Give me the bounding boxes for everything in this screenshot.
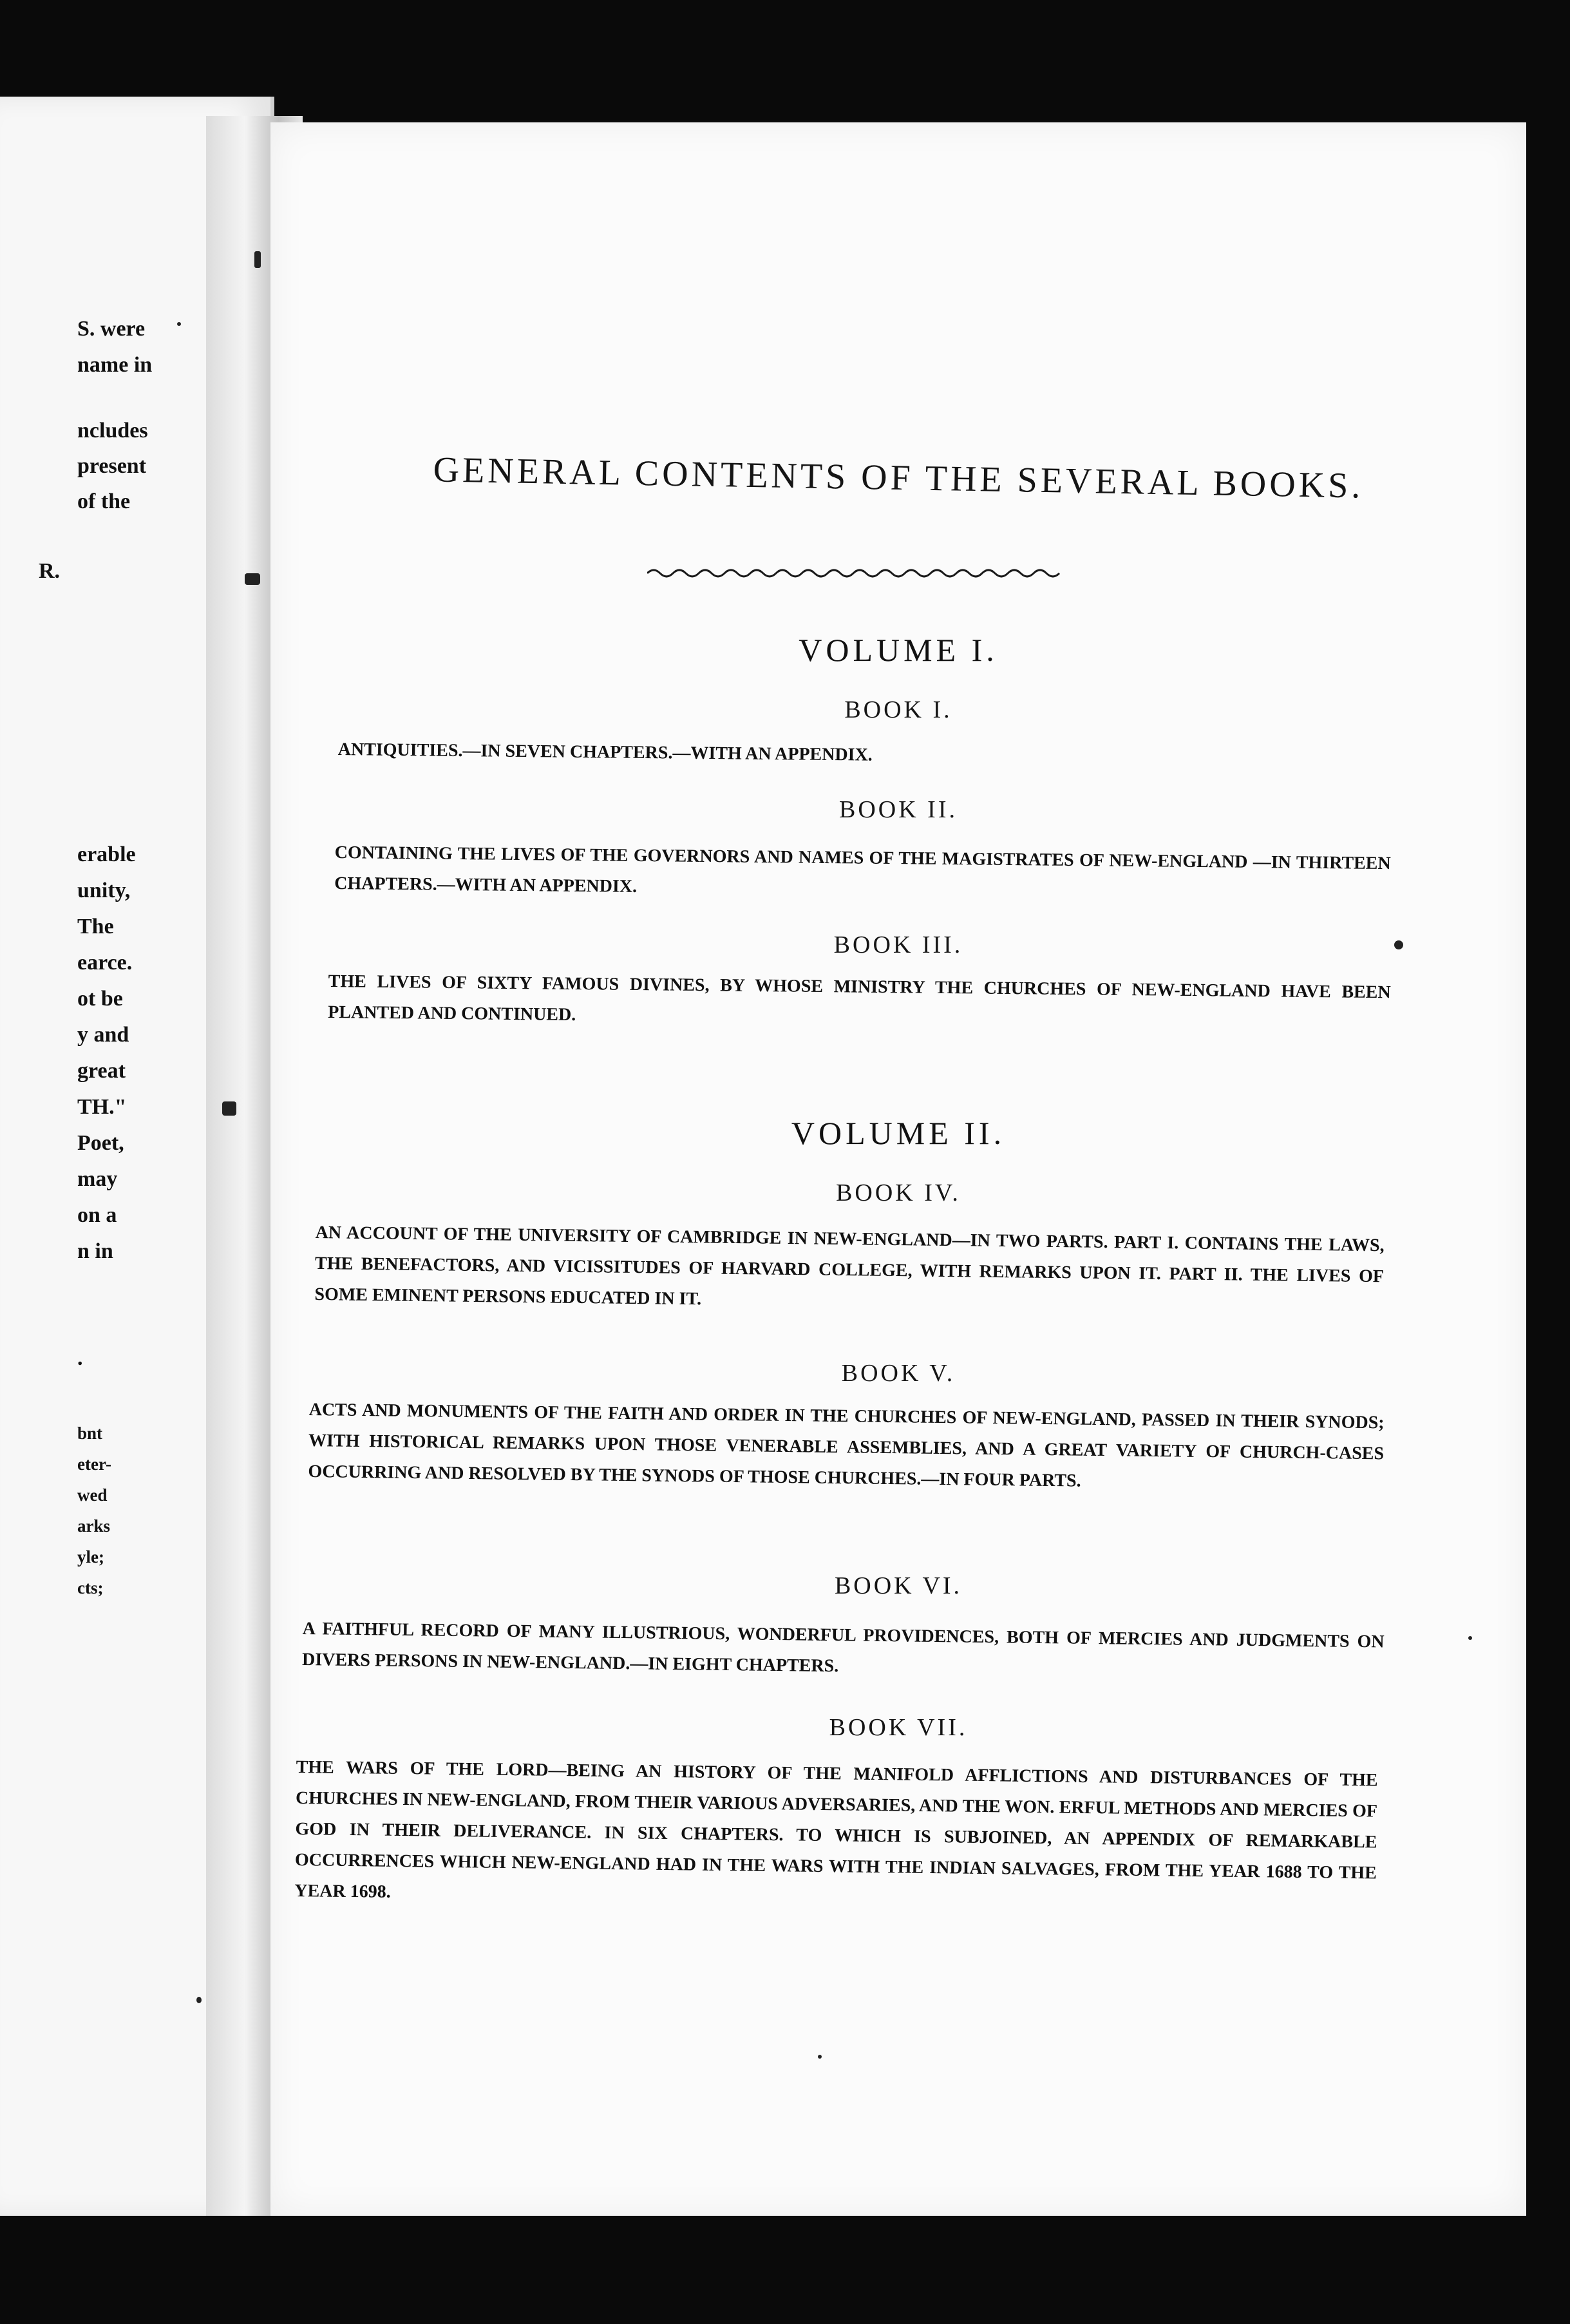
left-page-line: present [77,454,147,478]
ink-speck [196,1997,202,2003]
ink-speck [1468,1636,1472,1640]
left-page-line: ncludes [77,419,148,443]
ink-speck [1394,940,1403,949]
wavy-rule-ornament [647,560,1066,586]
contents-page [270,122,1526,2216]
book-heading: BOOK IV. [836,1179,961,1206]
left-page-line: erable [77,843,136,866]
book-heading: BOOK II. [839,796,958,823]
left-page-line: unity, [77,879,131,902]
left-page-line: TH." [77,1095,127,1119]
book-description: THE LIVES OF SIXTY FAMOUS DIVINES, BY WHOSE MINISTRY THE CHURCHES OF NEW-ENGLAND HAVE BEEN PLANTED AND CONTINUED. [328,971,1391,1025]
volume-heading: VOLUME II. [791,1115,1006,1151]
left-page-line: of the [77,490,131,513]
left-page-line: bnt [77,1424,103,1443]
left-page-line: ot be [77,987,123,1011]
left-page-line: yle; [77,1547,104,1567]
left-page-line: Poet, [77,1131,124,1155]
ink-speck [177,322,181,326]
book-heading: BOOK VII. [829,1714,968,1741]
left-page-line: n in [77,1239,113,1263]
book-description: A FAITHFUL RECORD OF MANY ILLUSTRIOUS, WONDERFUL PROVIDENCES, BOTH OF MERCIES AND JUDGMENTS ON DIVERS PERSONS IN NEW-ENGLAND.—IN EIGHT CHAPTERS. [301,1618,1385,1677]
book-description: ANTIQUITIES.—IN SEVEN CHAPTERS.—WITH AN APPENDIX. [337,739,873,765]
left-page-line: S. were [77,317,146,341]
left-page-line: The [77,915,114,938]
ink-speck [818,2055,822,2059]
book-heading: BOOK III. [833,931,963,958]
left-page-line: name in [77,353,153,377]
book-description: CONTAINING THE LIVES OF THE GOVERNORS AND NAMES OF THE MAGISTRATES OF NEW-ENGLAND —IN THIRTEEN CHAPTERS.—WITH AN APPENDIX. [334,842,1391,897]
left-page-line: may [77,1167,118,1191]
book-description: AN ACCOUNT OF THE UNIVERSITY OF CAMBRIDGE IN NEW-ENGLAND—IN TWO PARTS. PART I. CONTAINS THE LAWS, THE BENEFACTORS, AND VICISSITUDES OF HARVARD COLLEGE, WITH REMARKS UPON IT. PART II. THE LIVES OF SOME EMINENT PERSONS EDUCATED IN IT. [314,1222,1385,1310]
left-page-line: on a [77,1203,117,1227]
left-page-line: R. [39,559,61,583]
left-page-line: eter- [77,1454,111,1474]
left-page-line: . [77,1346,83,1370]
volume-heading: VOLUME I. [799,632,998,668]
binding-mark [254,251,261,268]
book-heading: BOOK V. [841,1360,956,1387]
book-heading: BOOK VI. [834,1572,963,1599]
book-heading: BOOK I. [844,696,952,723]
left-page-line: cts; [77,1578,104,1597]
binding-mark [245,573,260,585]
left-page-line: arks [77,1516,111,1536]
binding-mark [222,1101,236,1116]
left-page-line: wed [77,1485,108,1505]
left-page-line: great [77,1059,126,1083]
page-title: GENERAL CONTENTS OF THE SEVERAL BOOKS. [433,450,1364,506]
book-description: THE WARS OF THE LORD—BEING AN HISTORY OF THE MANIFOLD AFFLICTIONS AND DISTURBANCES OF THE CHURCHES IN NEW-ENGLAND, FROM THEIR VARIOUS ADVERSARIES, AND THE WON. ERFUL METHODS AND MERCIES OF GOD IN THEIR DELIVERANCE. IN SIX CHAPTERS. TO WHICH IS SUBJOINED, AN APPENDIX OF REMARKABLE OCCURRENCES WHICH NEW-ENGLAND HAD IN THE WARS WITH THE INDIAN SALVAGES, FROM THE YEAR 1688 TO THE YEAR 1698. [294,1757,1378,1902]
left-page-line: y and [77,1023,129,1047]
left-page-line: earce. [77,951,133,975]
book-description: ACTS AND MONUMENTS OF THE FAITH AND ORDER IN THE CHURCHES OF NEW-ENGLAND, PASSED IN THEIR SYNODS; WITH HISTORICAL REMARKS UPON THOSE VENERABLE ASSEMBLIES, AND A GREAT VARIETY OF CHURCH-CASES OCCURRING AND RESOLVED BY THE SYNODS OF THOSE CHURCHES.—IN FOUR PARTS. [308,1399,1385,1491]
